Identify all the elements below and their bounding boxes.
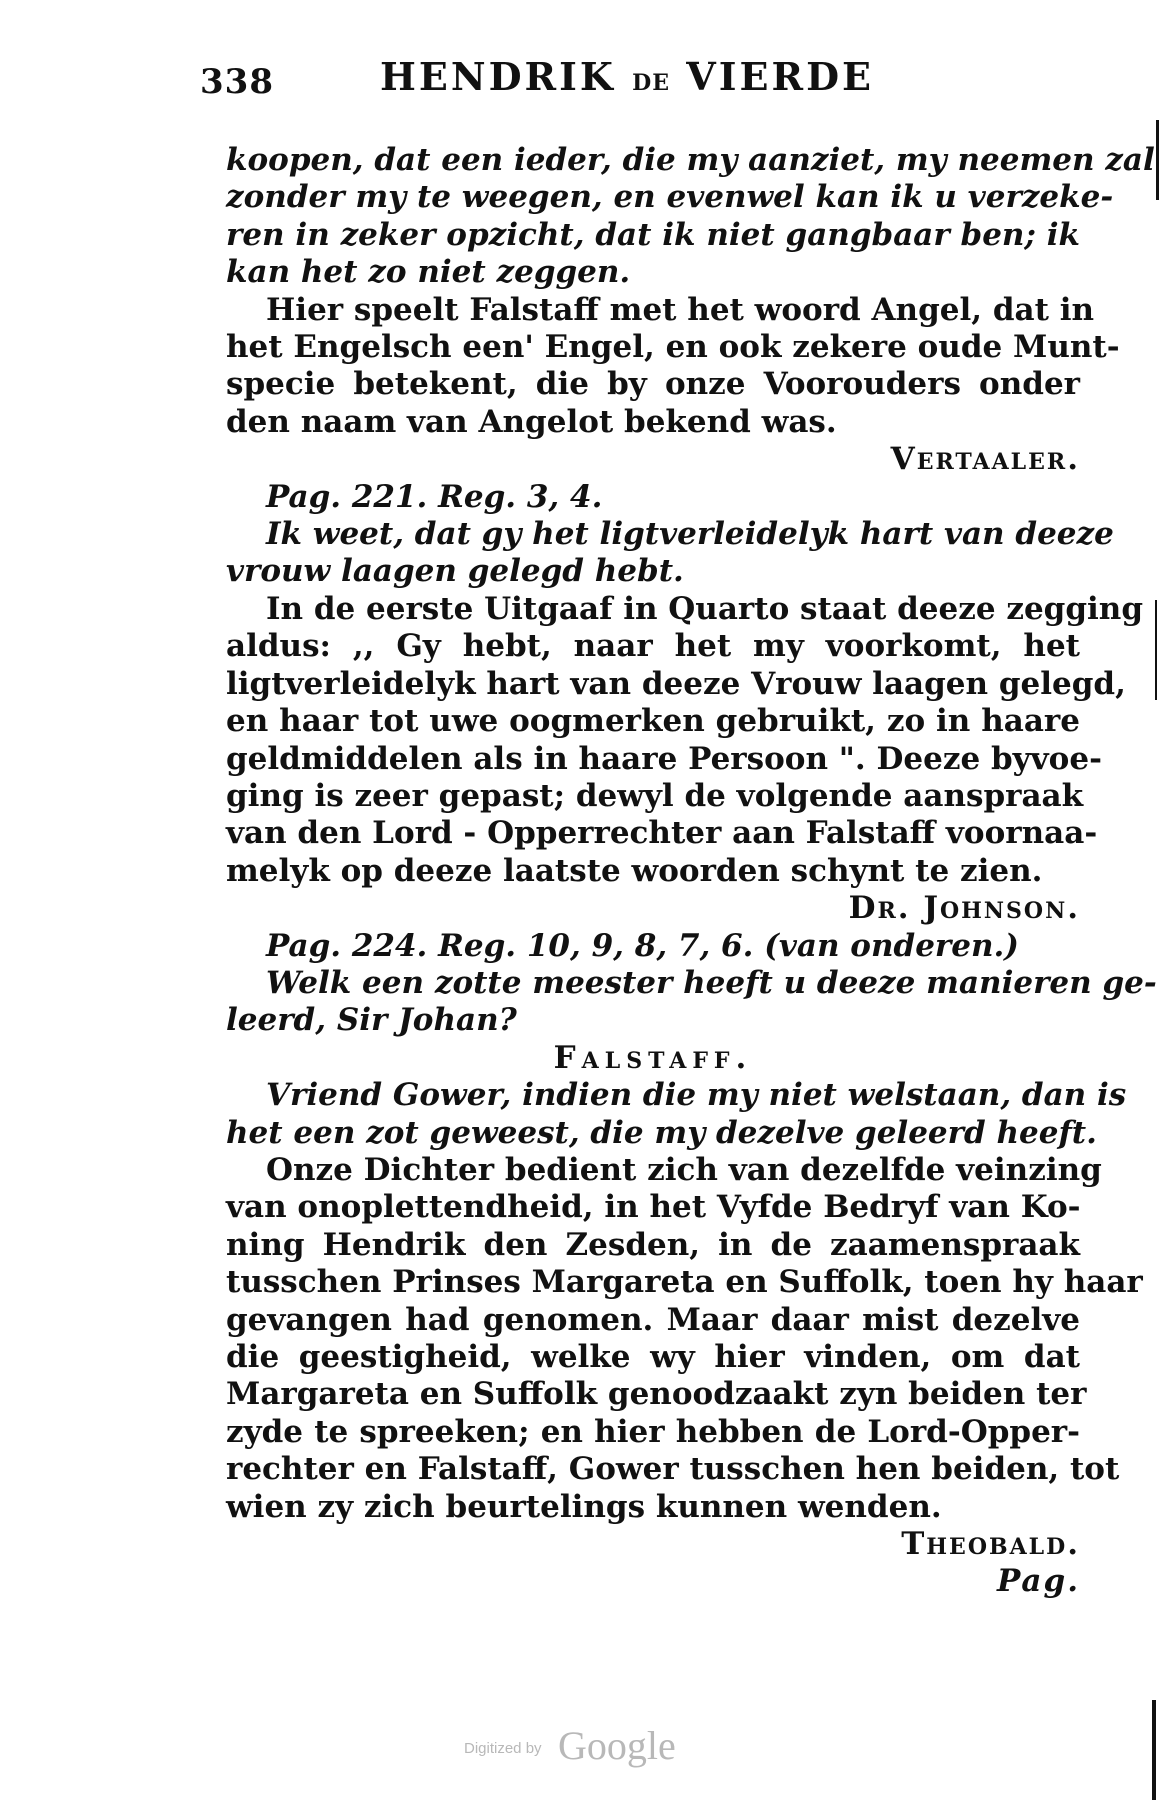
signature-johnson: Dr. Johnson.	[848, 890, 1080, 927]
page-edge-mark	[1155, 600, 1157, 700]
text-line: van onoplettendheid, in het Vyfde Bedryf van Ko-	[226, 1189, 1081, 1226]
running-header	[200, 52, 920, 102]
title-word-1: HENDRIK	[380, 54, 616, 99]
text-line: rechter en Falstaff, Gower tusschen hen beiden, tot	[226, 1451, 1120, 1488]
text-line: kan het zo niet zeggen.	[226, 254, 631, 291]
text-line: zonder my te weegen, en evenwel kan ik u verzeke-	[226, 179, 1114, 216]
speaker-name: Falstaff.	[553, 1039, 753, 1076]
page-reference: Pag. 221. Reg. 3, 4.	[266, 478, 603, 515]
page-edge-mark	[1156, 120, 1159, 200]
quotation-line: vrouw laagen gelegd hebt.	[226, 553, 684, 590]
text-line: ligtverleidelyk hart van deeze Vrouw laagen gelegd,	[226, 665, 1126, 702]
title-word-2: DE	[632, 70, 671, 96]
text-line: den naam van Angelot bekend was.	[226, 403, 837, 440]
text-line: wien zy zich beurtelings kunnen wenden.	[226, 1488, 942, 1525]
running-title	[380, 54, 874, 99]
text-line: het Engelsch een' Engel, en ook zekere oude Munt-	[226, 329, 1120, 366]
page-edge-mark	[1152, 1700, 1156, 1800]
quotation-line: leerd, Sir Johan?	[226, 1002, 517, 1039]
quotation-line: Welk een zotte meester heeft u deeze manieren ge-	[266, 964, 1157, 1001]
signature-theobald: Theobald.	[901, 1526, 1080, 1563]
text-line: Hier speelt Falstaff met het woord Angel, dat in	[266, 291, 1095, 328]
text-line: geldmiddelen als in haare Persoon ". Deeze byvoe-	[226, 740, 1102, 777]
text-line: en haar tot uwe oogmerken gebruikt, zo in haare	[226, 703, 1080, 740]
quotation-line: het een zot geweest, die my dezelve geleerd heeft.	[226, 1114, 1097, 1151]
text-line: zyde te spreeken; en hier hebben de Lord-Opper-	[226, 1413, 1080, 1450]
body-text	[226, 142, 1157, 1601]
text-line: specie betekent, die by onze Voorouders onder	[226, 366, 1080, 403]
google-logo: Google	[558, 1723, 676, 1768]
signature-vertaaler: Vertaaler.	[890, 441, 1080, 478]
digitization-watermark	[460, 1722, 720, 1766]
text-line: Onze Dichter bedient zich van dezelfde veinzing	[266, 1151, 1102, 1188]
text-line: van den Lord - Opperrechter aan Falstaff voornaa-	[226, 815, 1098, 852]
text-line: ging is zeer gepast; dewyl de volgende aanspraak	[226, 777, 1084, 814]
digitized-by-label: Digitized by	[464, 1740, 542, 1757]
quotation-line: Ik weet, dat gy het ligtverleidelyk hart van deeze	[266, 516, 1114, 553]
text-line: In de eerste Uitgaaf in Quarto staat deeze zegging	[266, 590, 1144, 627]
text-line: koopen, dat een ieder, die my aanziet, my neemen zal	[226, 142, 1155, 178]
text-line: die geestigheid, welke wy hier vinden, om dat	[226, 1339, 1080, 1375]
text-line: ning Hendrik den Zesden, in de zaamenspraak	[226, 1226, 1080, 1263]
text-line: melyk op deeze laatste woorden schynt te zien.	[226, 852, 1043, 889]
title-word-3: VIERDE	[686, 54, 874, 99]
text-line: gevangen had genomen. Maar daar mist dezelve	[226, 1301, 1080, 1338]
page-reference: Pag. 224. Reg. 10, 9, 8, 7, 6. (van onderen.)	[266, 927, 1019, 964]
page-number: 338	[200, 62, 274, 102]
catchword: Pag.	[996, 1563, 1080, 1600]
text-line: aldus: ,, Gy hebt, naar het my voorkomt, het	[226, 628, 1080, 665]
text-line: ren in zeker opzicht, dat ik niet gangbaar ben; ik	[226, 216, 1080, 253]
quotation-line: Vriend Gower, indien die my niet welstaan, dan is	[266, 1077, 1127, 1114]
text-line: tusschen Prinses Margareta en Suffolk, toen hy haar	[226, 1264, 1143, 1301]
text-line: Margareta en Suffolk genoodzaakt zyn beiden ter	[226, 1376, 1087, 1413]
